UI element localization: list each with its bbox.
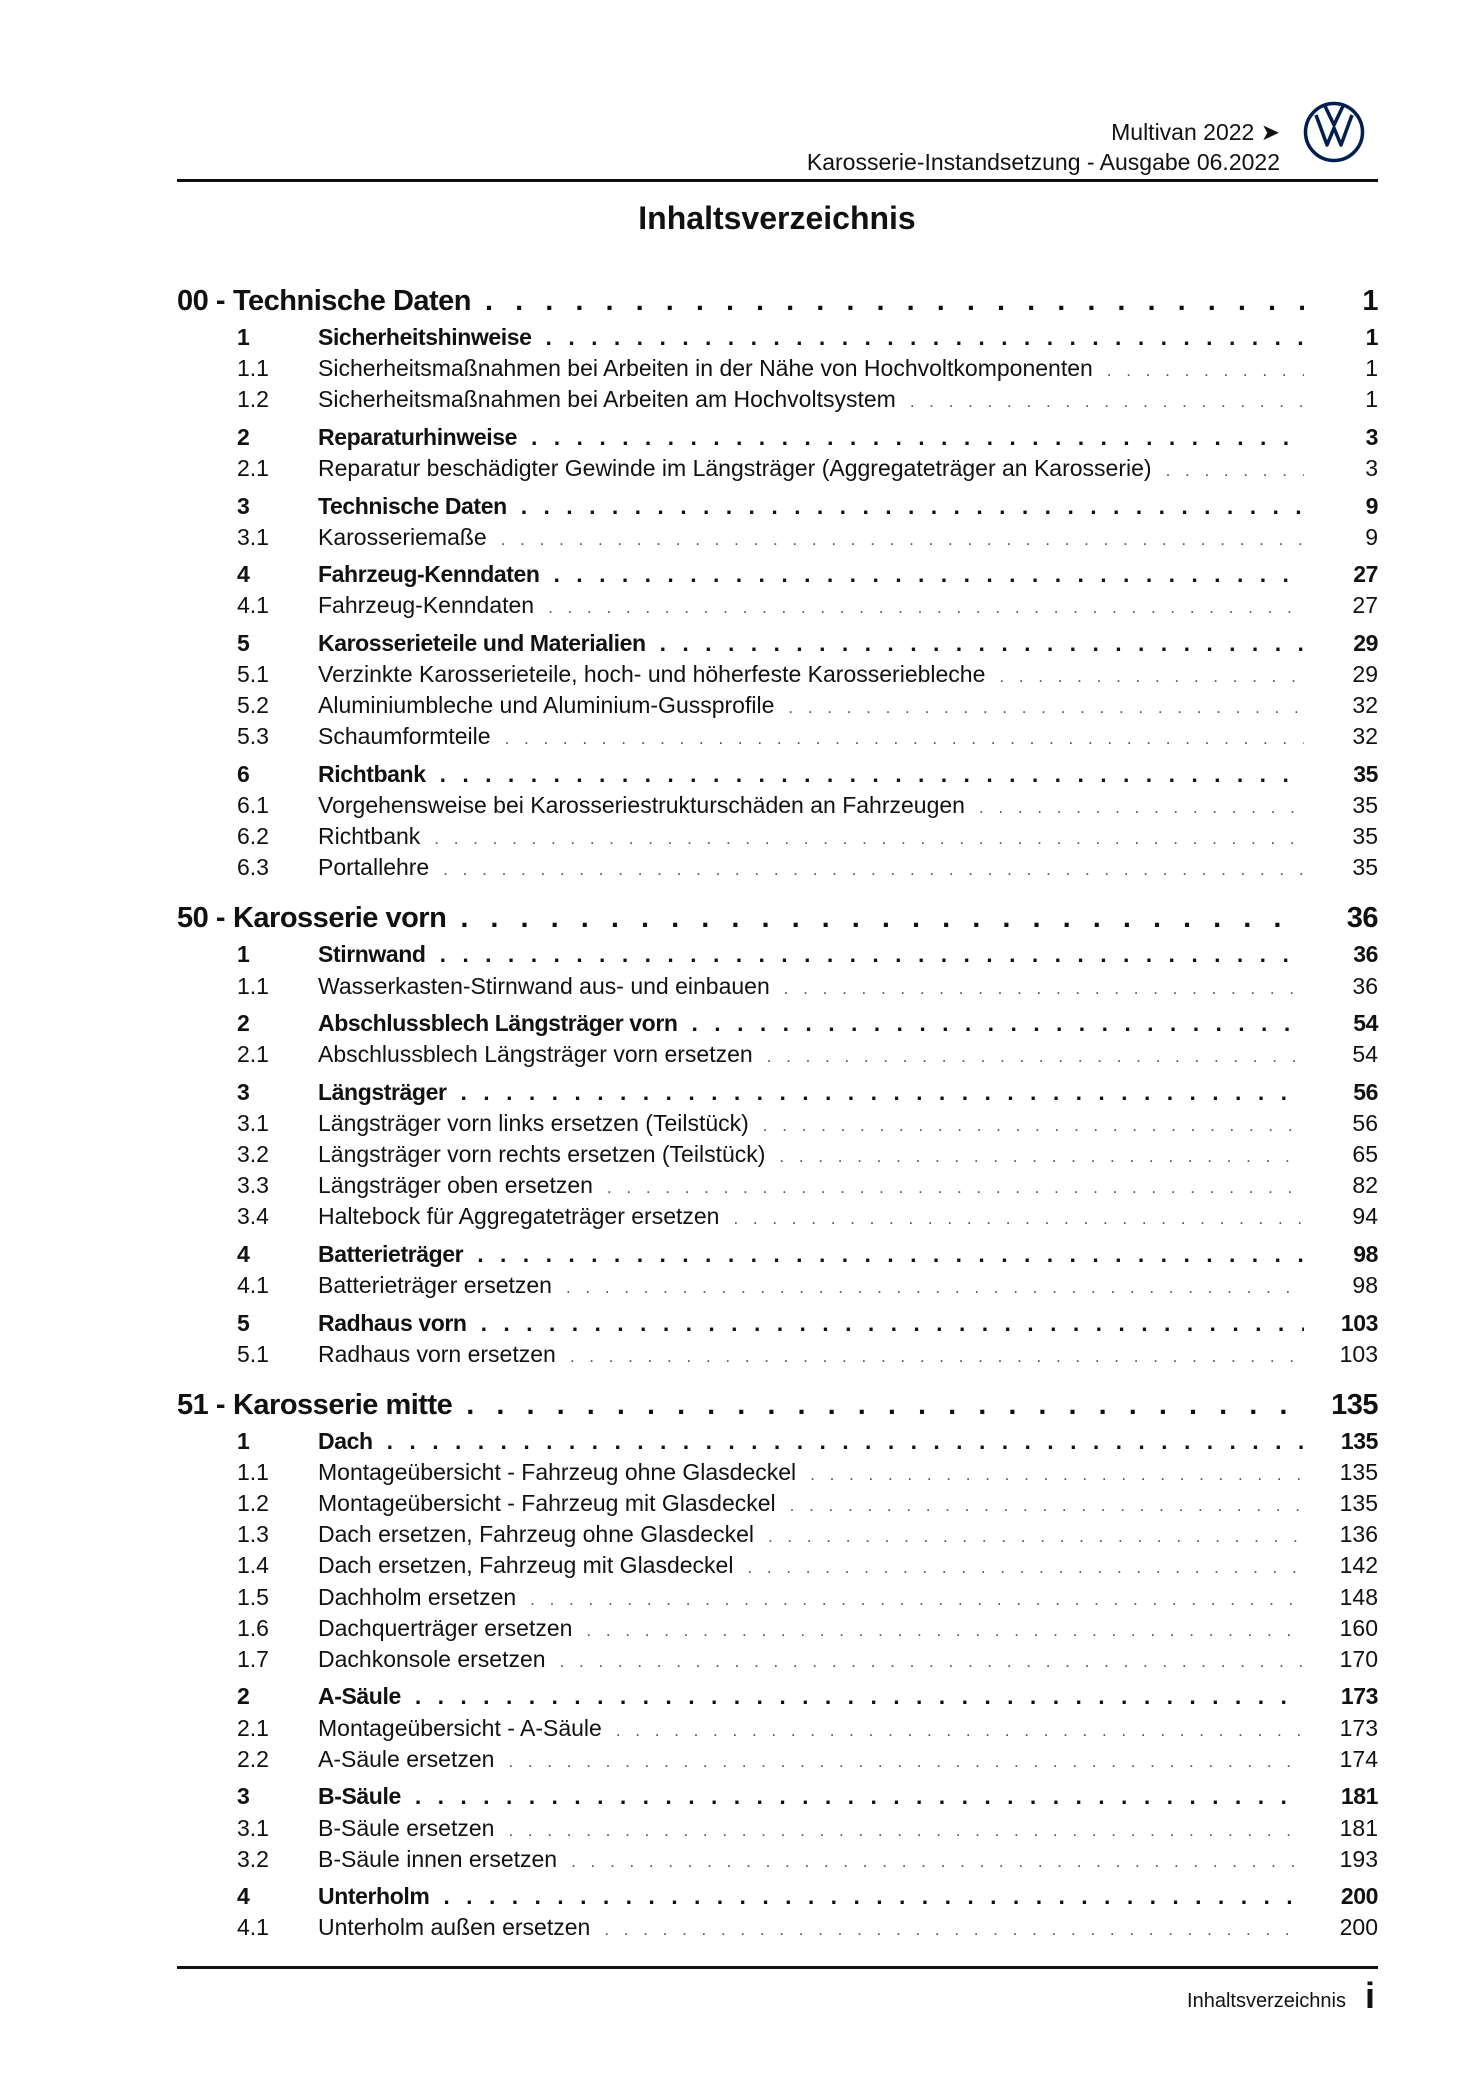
toc-entry-number: 6	[237, 760, 250, 787]
toc-entry-page: 54	[1352, 1041, 1378, 1068]
toc-entry-page: 94	[1352, 1203, 1378, 1230]
toc-entry-number: 1.1	[237, 1458, 269, 1485]
dot-leader	[763, 1108, 1304, 1141]
toc-sub-entry[interactable]	[177, 1744, 1378, 1775]
toc-chapter-entry[interactable]	[177, 281, 1378, 322]
toc-entry-title: Längsträger vorn rechts ersetzen (Teilstück)	[318, 1141, 766, 1168]
toc-sub-entry[interactable]	[177, 1519, 1378, 1550]
toc-entry-page: 160	[1339, 1614, 1378, 1641]
toc-entry-number: 5.2	[237, 692, 269, 719]
toc-section-entry[interactable]	[177, 628, 1378, 659]
toc-entry-title: Aluminiumbleche und Aluminium-Gussprofile	[318, 692, 775, 719]
toc-entry-page: 9	[1365, 492, 1378, 519]
toc-sub-entry[interactable]	[177, 1201, 1378, 1232]
page-title: Inhaltsverzeichnis	[638, 200, 916, 236]
dot-leader	[531, 422, 1304, 453]
toc-entry-number: 3	[237, 1078, 250, 1105]
toc-entry-page: 82	[1352, 1172, 1378, 1199]
toc-entry-title: Karosserieteile und Materialien	[318, 629, 646, 656]
dot-leader	[554, 559, 1304, 590]
toc-chapter-entry[interactable]	[177, 898, 1378, 939]
toc-entry-page: 27	[1352, 592, 1378, 619]
toc-entry-page: 135	[1340, 1427, 1378, 1454]
toc-entry-title: Radhaus vorn	[318, 1309, 467, 1336]
toc-entry-title: Richtbank	[318, 823, 421, 850]
dot-leader	[508, 1744, 1304, 1777]
toc-entry-page: 3	[1365, 455, 1378, 482]
toc-entry-page: 35	[1352, 792, 1378, 819]
dot-leader	[466, 1385, 1304, 1426]
toc-entry-page: 148	[1339, 1583, 1378, 1610]
toc-sub-entry[interactable]	[177, 1339, 1378, 1370]
toc-entry-page: 142	[1339, 1552, 1378, 1579]
table-of-contents	[177, 281, 1378, 1944]
dot-leader	[501, 522, 1304, 555]
toc-entry-page: 35	[1353, 760, 1378, 787]
toc-entry-number: 3.1	[237, 1814, 269, 1841]
toc-entry-page: 36	[1352, 972, 1378, 999]
toc-sub-entry[interactable]	[177, 1108, 1378, 1139]
toc-entry-number: 1.1	[237, 355, 269, 382]
dot-leader	[910, 384, 1304, 417]
toc-entry-number: 1	[237, 324, 250, 350]
dot-leader	[810, 1457, 1304, 1490]
toc-entry-title: Längsträger oben ersetzen	[318, 1172, 593, 1199]
toc-section-entry[interactable]	[177, 1881, 1378, 1912]
toc-entry-title: Montageübersicht - A-Säule	[318, 1714, 602, 1741]
toc-entry-title: A-Säule ersetzen	[318, 1745, 495, 1772]
toc-entry-page: 103	[1339, 1340, 1378, 1367]
toc-section-entry[interactable]	[177, 1008, 1378, 1039]
toc-entry-page: 9	[1365, 523, 1378, 550]
toc-sub-entry[interactable]	[177, 384, 1378, 415]
toc-entry-title: Schaumformteile	[318, 723, 491, 750]
toc-entry-number: 3.3	[237, 1172, 269, 1199]
toc-entry-number: 1	[237, 941, 250, 968]
toc-chapter-entry[interactable]	[177, 1385, 1378, 1426]
toc-entry-title: Montageübersicht - Fahrzeug ohne Glasdeckel	[318, 1458, 797, 1485]
toc-entry-title: Fahrzeug-Kenndaten	[318, 561, 540, 588]
toc-entry-title: Portallehre	[318, 854, 430, 881]
toc-sub-entry[interactable]	[177, 852, 1378, 883]
toc-entry-number: 3.2	[237, 1845, 269, 1872]
toc-entry-number: 1.2	[237, 386, 269, 413]
toc-entry-title: Dach	[318, 1427, 373, 1454]
dot-leader	[440, 939, 1304, 970]
toc-section-entry[interactable]	[177, 559, 1378, 590]
toc-section-entry[interactable]	[177, 1239, 1378, 1270]
toc-sub-entry[interactable]	[177, 1270, 1378, 1301]
footer-page-number: i	[1364, 1975, 1375, 2016]
toc-sub-entry[interactable]	[177, 721, 1378, 752]
dot-leader	[505, 721, 1304, 754]
toc-sub-entry[interactable]	[177, 353, 1378, 384]
toc-entry-title: Unterholm außen ersetzen	[318, 1914, 591, 1941]
dot-leader	[485, 281, 1304, 322]
toc-sub-entry[interactable]	[177, 790, 1378, 821]
toc-entry-title: Karosserie mitte	[232, 1388, 453, 1421]
toc-entry-number: 3.2	[237, 1141, 269, 1168]
dot-leader	[415, 1681, 1304, 1712]
toc-entry-page: 1	[1365, 324, 1378, 350]
vw-logo-icon	[1303, 101, 1365, 163]
toc-sub-entry[interactable]	[177, 821, 1378, 852]
toc-entry-page: 200	[1339, 1914, 1378, 1941]
toc-sub-entry[interactable]	[177, 1844, 1378, 1875]
toc-entry-title: Richtbank	[318, 760, 426, 787]
toc-entry-number: 1.2	[237, 1490, 269, 1517]
toc-entry-page: 200	[1340, 1883, 1378, 1910]
toc-sub-entry[interactable]	[177, 590, 1378, 621]
toc-entry-page: 36	[1346, 902, 1378, 935]
toc-entry-page: 54	[1353, 1010, 1378, 1037]
toc-entry-title: Längsträger vorn links ersetzen (Teilstück)	[318, 1109, 749, 1136]
dot-leader	[530, 1582, 1304, 1615]
toc-sub-entry[interactable]	[177, 1582, 1378, 1613]
toc-entry-page: 29	[1353, 629, 1378, 656]
toc-sub-entry[interactable]	[177, 1170, 1378, 1201]
toc-entry-number: 3.4	[237, 1203, 269, 1230]
dot-leader	[570, 1339, 1304, 1372]
dot-leader	[443, 852, 1304, 885]
toc-entry-number: 3	[237, 1783, 250, 1810]
header-manual-title: Karosserie-Instandsetzung - Ausgabe 06.2022	[806, 149, 1280, 175]
toc-entry-page: 29	[1352, 661, 1378, 688]
toc-entry-number: 1.1	[237, 972, 269, 999]
toc-entry-page: 56	[1352, 1109, 1378, 1136]
toc-entry-number: 3.1	[237, 1109, 269, 1136]
toc-entry-page: 1	[1362, 285, 1378, 317]
toc-entry-number: 2.2	[237, 1745, 269, 1772]
toc-entry-page: 173	[1340, 1683, 1378, 1710]
toc-entry-title: Radhaus vorn ersetzen	[318, 1340, 556, 1367]
dot-leader	[767, 1039, 1304, 1072]
toc-entry-title: B-Säule	[318, 1783, 401, 1810]
toc-sub-entry[interactable]	[177, 1488, 1378, 1519]
toc-entry-title: Haltebock für Aggregateträger ersetzen	[318, 1203, 720, 1230]
toc-section-entry[interactable]	[177, 939, 1378, 970]
dot-leader	[604, 1912, 1304, 1945]
toc-entry-number: 6.2	[237, 823, 269, 850]
toc-entry-title: Fahrzeug-Kenndaten	[318, 592, 535, 619]
toc-entry-page: 56	[1353, 1078, 1378, 1105]
toc-entry-number: 5.1	[237, 1340, 269, 1367]
toc-entry-page: 135	[1331, 1388, 1378, 1421]
toc-entry-number: 5	[237, 629, 250, 656]
toc-entry-number: 5.1	[237, 661, 269, 688]
dot-leader	[979, 790, 1304, 823]
toc-sub-entry[interactable]	[177, 1039, 1378, 1070]
dot-leader	[586, 1613, 1304, 1646]
toc-entry-title: Abschlussblech Längsträger vorn	[318, 1010, 678, 1037]
toc-entry-page: 193	[1339, 1845, 1378, 1872]
dot-leader	[415, 1781, 1304, 1812]
footer-divider	[177, 1966, 1378, 1969]
toc-entry-number: 2	[237, 1010, 250, 1037]
toc-section-entry[interactable]	[177, 1681, 1378, 1712]
toc-section-entry[interactable]	[177, 1781, 1378, 1812]
toc-sub-entry[interactable]	[177, 1813, 1378, 1844]
toc-entry-title: Batterieträger ersetzen	[318, 1272, 552, 1299]
toc-entry-number: 4	[237, 1883, 250, 1910]
toc-entry-title: Sicherheitsmaßnahmen bei Arbeiten in der Nähe von Hochvoltkomponenten	[318, 355, 1093, 382]
dot-leader	[779, 1139, 1304, 1172]
toc-section-entry[interactable]	[177, 1308, 1378, 1339]
toc-entry-page: 181	[1340, 1783, 1378, 1810]
toc-entry-number: 3	[237, 492, 250, 519]
toc-entry-page: 98	[1353, 1240, 1378, 1267]
toc-entry-number: 50 -	[177, 902, 225, 935]
dot-leader	[1166, 453, 1304, 486]
toc-entry-number: 1.6	[237, 1614, 269, 1641]
toc-entry-title: Dach ersetzen, Fahrzeug mit Glasdeckel	[318, 1552, 734, 1579]
toc-sub-entry[interactable]	[177, 1550, 1378, 1581]
toc-entry-number: 2.1	[237, 1714, 269, 1741]
toc-entry-number: 3.1	[237, 523, 269, 550]
toc-entry-number: 00 -	[177, 285, 225, 317]
toc-entry-number: 2.1	[237, 1041, 269, 1068]
toc-entry-page: 1	[1365, 355, 1378, 382]
toc-entry-title: Reparatur beschädigter Gewinde im Längsträger (Aggregateträger an Karosserie)	[318, 455, 1152, 482]
toc-entry-title: Technische Daten	[318, 492, 507, 519]
toc-entry-number: 1.4	[237, 1552, 269, 1579]
toc-sub-entry[interactable]	[177, 1613, 1378, 1644]
toc-entry-number: 1.5	[237, 1583, 269, 1610]
footer-section-name: Inhaltsverzeichnis	[1187, 1990, 1346, 2012]
dot-leader	[477, 1239, 1304, 1270]
dot-leader	[788, 690, 1304, 723]
dot-leader	[546, 322, 1304, 353]
dot-leader	[790, 1488, 1304, 1521]
header-product: Multivan 2022 ➤	[1111, 119, 1280, 145]
dot-leader	[566, 1270, 1304, 1303]
toc-entry-number: 1	[237, 1427, 250, 1454]
toc-entry-title: Sicherheitshinweise	[318, 324, 532, 350]
toc-sub-entry[interactable]	[177, 1912, 1378, 1943]
toc-sub-entry[interactable]	[177, 1713, 1378, 1744]
toc-entry-page: 35	[1352, 823, 1378, 850]
toc-sub-entry[interactable]	[177, 1457, 1378, 1488]
toc-entry-number: 5	[237, 1309, 250, 1336]
toc-entry-title: Sicherheitsmaßnahmen bei Arbeiten am Hochvoltsystem	[318, 386, 896, 413]
toc-entry-page: 32	[1352, 723, 1378, 750]
toc-entry-page: 173	[1339, 1714, 1378, 1741]
toc-sub-entry[interactable]	[177, 971, 1378, 1002]
toc-section-entry[interactable]	[177, 491, 1378, 522]
toc-entry-page: 135	[1339, 1490, 1378, 1517]
dot-leader	[434, 821, 1304, 854]
toc-entry-title: A-Säule	[318, 1683, 401, 1710]
toc-entry-page: 103	[1340, 1309, 1378, 1336]
dot-leader	[440, 759, 1304, 790]
dot-leader	[481, 1308, 1304, 1339]
dot-leader	[571, 1844, 1304, 1877]
dot-leader	[747, 1550, 1304, 1583]
toc-entry-title: B-Säule ersetzen	[318, 1814, 495, 1841]
dot-leader	[460, 898, 1304, 939]
toc-entry-page: 136	[1339, 1521, 1378, 1548]
toc-entry-title: Karosserie vorn	[232, 902, 447, 935]
dot-leader	[1107, 353, 1304, 386]
toc-entry-number: 51 -	[177, 1388, 225, 1421]
toc-entry-title: Wasserkasten-Stirnwand aus- und einbauen	[318, 972, 770, 999]
toc-entry-page: 27	[1353, 561, 1378, 588]
dot-leader	[616, 1713, 1304, 1746]
dot-leader	[508, 1813, 1304, 1846]
dot-leader	[784, 971, 1304, 1004]
toc-entry-title: Karosseriemaße	[318, 523, 487, 550]
dot-leader	[733, 1201, 1304, 1234]
toc-entry-page: 170	[1339, 1645, 1378, 1672]
toc-entry-title: Unterholm	[318, 1883, 430, 1910]
toc-entry-number: 4.1	[237, 1914, 269, 1941]
toc-entry-title: B-Säule innen ersetzen	[318, 1845, 558, 1872]
toc-sub-entry[interactable]	[177, 1644, 1378, 1675]
toc-entry-number: 1.3	[237, 1521, 269, 1548]
dot-leader	[560, 1644, 1304, 1677]
toc-entry-title: Dachquerträger ersetzen	[318, 1614, 573, 1641]
dot-leader	[443, 1881, 1304, 1912]
toc-entry-number: 4.1	[237, 592, 269, 619]
toc-entry-number: 2	[237, 1683, 250, 1710]
toc-section-entry[interactable]	[177, 1077, 1378, 1108]
toc-entry-page: 36	[1353, 941, 1378, 968]
toc-entry-number: 2	[237, 423, 250, 450]
dot-leader	[461, 1077, 1304, 1108]
toc-sub-entry[interactable]	[177, 659, 1378, 690]
dot-leader	[607, 1170, 1304, 1203]
toc-entry-page: 98	[1352, 1272, 1378, 1299]
toc-entry-title: Batterieträger	[318, 1240, 464, 1267]
toc-entry-page: 181	[1339, 1814, 1378, 1841]
toc-entry-page: 3	[1365, 423, 1378, 450]
toc-section-entry[interactable]	[177, 422, 1378, 453]
toc-entry-title: Montageübersicht - Fahrzeug mit Glasdeckel	[318, 1490, 776, 1517]
dot-leader	[768, 1519, 1304, 1552]
toc-entry-title: Dach ersetzen, Fahrzeug ohne Glasdeckel	[318, 1521, 754, 1548]
toc-entry-page: 1	[1365, 386, 1378, 413]
toc-entry-title: Dachholm ersetzen	[318, 1583, 517, 1610]
toc-sub-entry[interactable]	[177, 1139, 1378, 1170]
toc-entry-number: 6.1	[237, 792, 269, 819]
toc-entry-page: 35	[1352, 854, 1378, 881]
toc-section-entry[interactable]	[177, 759, 1378, 790]
toc-entry-number: 4.1	[237, 1272, 269, 1299]
dot-leader	[692, 1008, 1304, 1039]
toc-entry-number: 4	[237, 561, 250, 588]
dot-leader	[999, 659, 1304, 692]
toc-entry-title: Stirnwand	[318, 941, 426, 968]
toc-section-entry[interactable]	[177, 322, 1378, 353]
toc-sub-entry[interactable]	[177, 453, 1378, 484]
toc-entry-page: 135	[1339, 1458, 1378, 1485]
toc-entry-number: 1.7	[237, 1645, 269, 1672]
toc-entry-title: Längsträger	[318, 1078, 447, 1105]
dot-leader	[660, 628, 1304, 659]
toc-entry-page: 32	[1352, 692, 1378, 719]
toc-entry-number: 2.1	[237, 455, 269, 482]
toc-entry-page: 65	[1352, 1141, 1378, 1168]
header-divider	[177, 179, 1378, 182]
toc-entry-number: 4	[237, 1240, 250, 1267]
toc-entry-page: 174	[1339, 1745, 1378, 1772]
toc-sub-entry[interactable]	[177, 690, 1378, 721]
dot-leader	[521, 491, 1304, 522]
dot-leader	[548, 590, 1304, 623]
toc-entry-title: Vorgehensweise bei Karosseriestrukturschäden an Fahrzeugen	[318, 792, 965, 819]
toc-section-entry[interactable]	[177, 1426, 1378, 1457]
toc-entry-title: Abschlussblech Längsträger vorn ersetzen	[318, 1041, 753, 1068]
toc-entry-number: 6.3	[237, 854, 269, 881]
toc-entry-title: Reparaturhinweise	[318, 423, 517, 450]
dot-leader	[387, 1426, 1304, 1457]
toc-entry-title: Technische Daten	[232, 285, 472, 317]
toc-entry-title: Dachkonsole ersetzen	[318, 1645, 546, 1672]
toc-entry-title: Verzinkte Karosserieteile, hoch- und höherfeste Karosseriebleche	[318, 661, 986, 688]
toc-sub-entry[interactable]	[177, 522, 1378, 553]
toc-entry-number: 5.3	[237, 723, 269, 750]
